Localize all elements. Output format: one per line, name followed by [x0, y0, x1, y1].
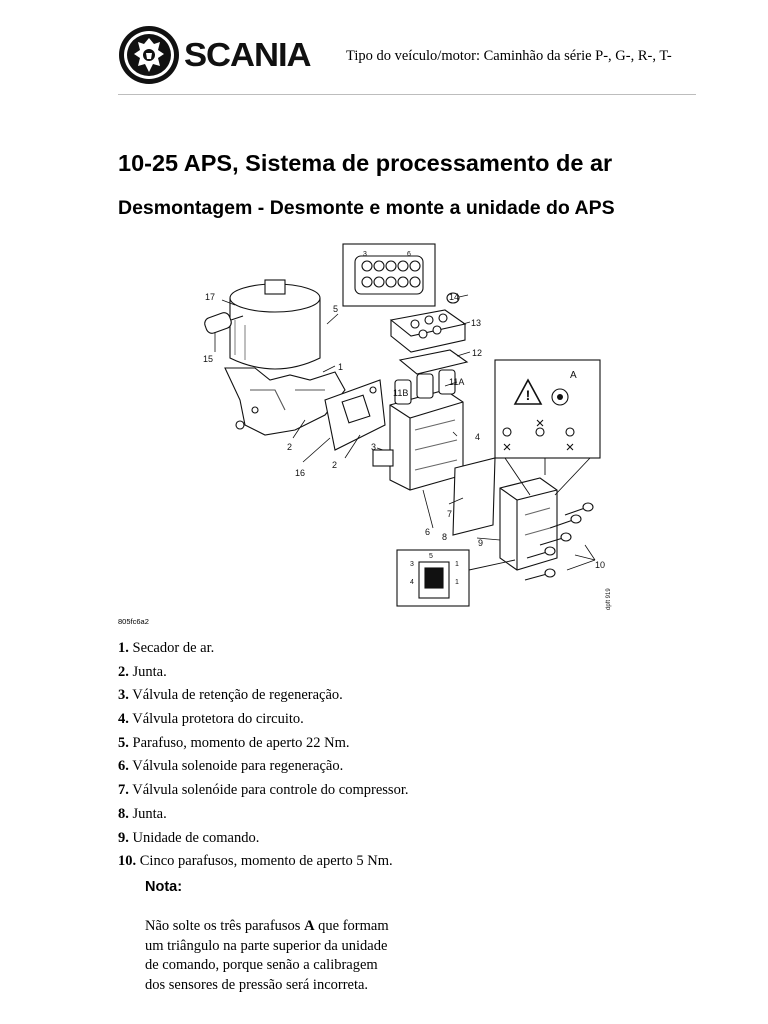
note-line: Não solte os três parafusos A que formam [145, 918, 389, 934]
callout: 1 [338, 362, 344, 372]
note-line: de comando, porque senão a calibragem [145, 957, 378, 973]
note-line: dos sensores de pressão será incorreta. [145, 976, 369, 993]
inset-callout: 1 [455, 579, 459, 586]
header-divider [118, 94, 696, 95]
inset-callout: 5 [429, 553, 433, 560]
list-item: 10. Cinco parafusos, momento de aperto 5 Nm. [118, 853, 393, 870]
inset-callout: 3 [410, 561, 414, 568]
sensor-part [203, 311, 243, 335]
callout: 15 [203, 354, 214, 364]
list-item: 4. Válvula protetora do circuito. [118, 711, 304, 728]
callout: 11A [449, 377, 465, 387]
inset-callout: 1 [455, 561, 459, 568]
callout: 16 [295, 468, 306, 478]
list-item: 5. Parafuso, momento de aperto 22 Nm. [118, 734, 350, 751]
valve-block [373, 370, 463, 490]
callout: 10 [595, 560, 606, 570]
callout: 8 [442, 532, 448, 542]
callout: 3 [371, 442, 377, 452]
figure-code: 805fc6a2 [118, 617, 149, 626]
note-text [145, 917, 420, 995]
callout: 2 [332, 460, 338, 470]
inset-callout: 6 [407, 251, 411, 258]
vehicle-type: Tipo do veículo/motor: Caminhão da série P-, G-, R-, T- [346, 48, 672, 64]
list-item: 8. Junta. [118, 805, 167, 822]
note-label: Nota: [145, 879, 183, 895]
list-item: 2. Junta. [118, 663, 167, 680]
note-line: um triângulo na parte superior da unidade [145, 937, 388, 954]
callout: 17 [205, 292, 216, 302]
callout: 5 [333, 304, 339, 314]
page-subtitle: Desmontagem - Desmonte e monte a unidade do APS [118, 197, 615, 219]
callout: 9 [478, 538, 484, 548]
page-header [118, 22, 696, 94]
parts-list [118, 638, 408, 875]
callout: 11B [393, 388, 409, 398]
side-code: dpft 919 [606, 588, 612, 610]
control-unit [500, 478, 557, 570]
scania-griffin-emblem-icon [118, 24, 180, 86]
air-dryer-cartridge [230, 280, 320, 369]
callout: 12 [472, 348, 483, 358]
callout: A [570, 370, 577, 381]
list-item: 6. Válvula solenoide para regeneração. [118, 758, 344, 775]
callout: 4 [475, 432, 481, 442]
callout: 14 [449, 292, 460, 302]
callout: 7 [447, 509, 453, 519]
callout: 13 [471, 318, 482, 328]
inset-callout: 3 [363, 251, 367, 258]
scania-wordmark: SCANIA [184, 36, 311, 73]
exploded-view-diagram [195, 240, 623, 612]
callout: 6 [425, 527, 431, 537]
list-item: 9. Unidade de comando. [118, 829, 260, 846]
svg-text:!: ! [525, 387, 531, 403]
warning-inset-box [495, 360, 600, 495]
bottom-inset-box [397, 550, 515, 606]
page-title: 10-25 APS, Sistema de processamento de ar [118, 150, 613, 176]
control-unit-gasket [453, 458, 495, 535]
list-item: 7. Válvula solenóide para controle do compressor. [118, 782, 409, 799]
list-item: 3. Válvula de retenção de regeneração. [118, 687, 343, 704]
top-inset-box [343, 244, 435, 306]
list-item: 1. Secador de ar. [118, 640, 215, 656]
inset-callout: 4 [410, 579, 414, 586]
callout: 2 [287, 442, 293, 452]
